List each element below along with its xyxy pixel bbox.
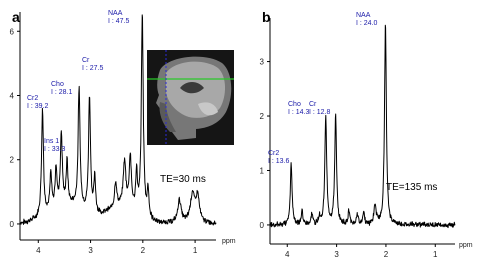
panel-a-te-annotation: TE=30 ms [160,174,206,185]
panel-b-spectrum-line [270,25,455,227]
y-tick-label: 4 [9,91,14,101]
x-tick-label: 1 [433,250,438,259]
panel-b-te-annotation: TE=135 ms [386,182,438,193]
panel-b [260,9,473,259]
peak-name-label: Cho [288,101,301,108]
peak-integral-label: I : 39.2 [27,103,49,110]
panel-b-x-label: ppm [459,242,473,249]
peak-integral-label: I : 12.8 [309,109,331,116]
y-tick-label: 3 [259,57,264,67]
peak-integral-label: I : 14.3 [288,109,310,116]
peak-name-label: NAA [108,10,123,17]
peak-integral-label: I : 33.3 [44,146,66,153]
peak-name-label: Cho [51,81,64,88]
peak-integral-label: I : 28.1 [51,89,73,96]
panel-a [10,9,236,255]
y-tick-label: 2 [9,155,14,165]
peak-name-label: Cr2 [268,150,280,157]
panel-b-peak-labels [268,12,378,165]
peak-name-label: Cr2 [27,95,39,102]
panel-a-label: a [12,9,20,25]
x-tick-label: 4 [36,246,41,255]
panel-b-x-ticks [285,244,438,259]
peak-integral-label: I : 47.5 [108,18,130,25]
panel-a-x-ticks [36,240,198,255]
peak-name-label: Cr [82,57,90,64]
x-tick-label: 2 [140,246,146,255]
peak-name-label: NAA [356,12,371,19]
x-tick-label: 4 [285,250,290,259]
mri-inset-image [147,50,234,145]
y-tick-label: 2 [259,112,264,122]
x-tick-label: 2 [383,250,389,259]
y-tick-label: 1 [259,166,264,176]
x-tick-label: 3 [88,246,93,255]
peak-integral-label: I : 24.0 [356,20,378,27]
y-tick-label: 0 [9,219,14,229]
panel-a-x-label: ppm [222,238,236,245]
panel-b-label: b [262,9,271,25]
panel-a-y-ticks [10,27,20,229]
peak-name-label: Cr [309,101,317,108]
peak-integral-label: I : 27.5 [82,65,104,72]
y-tick-label: 6 [9,27,14,37]
x-tick-label: 1 [192,246,198,255]
x-tick-label: 3 [334,250,339,259]
peak-name-label: Ins 1 [44,138,60,145]
peak-integral-label: I : 13.6 [268,158,290,165]
y-tick-label: 0 [259,220,264,230]
panel-b-y-ticks [260,58,270,230]
